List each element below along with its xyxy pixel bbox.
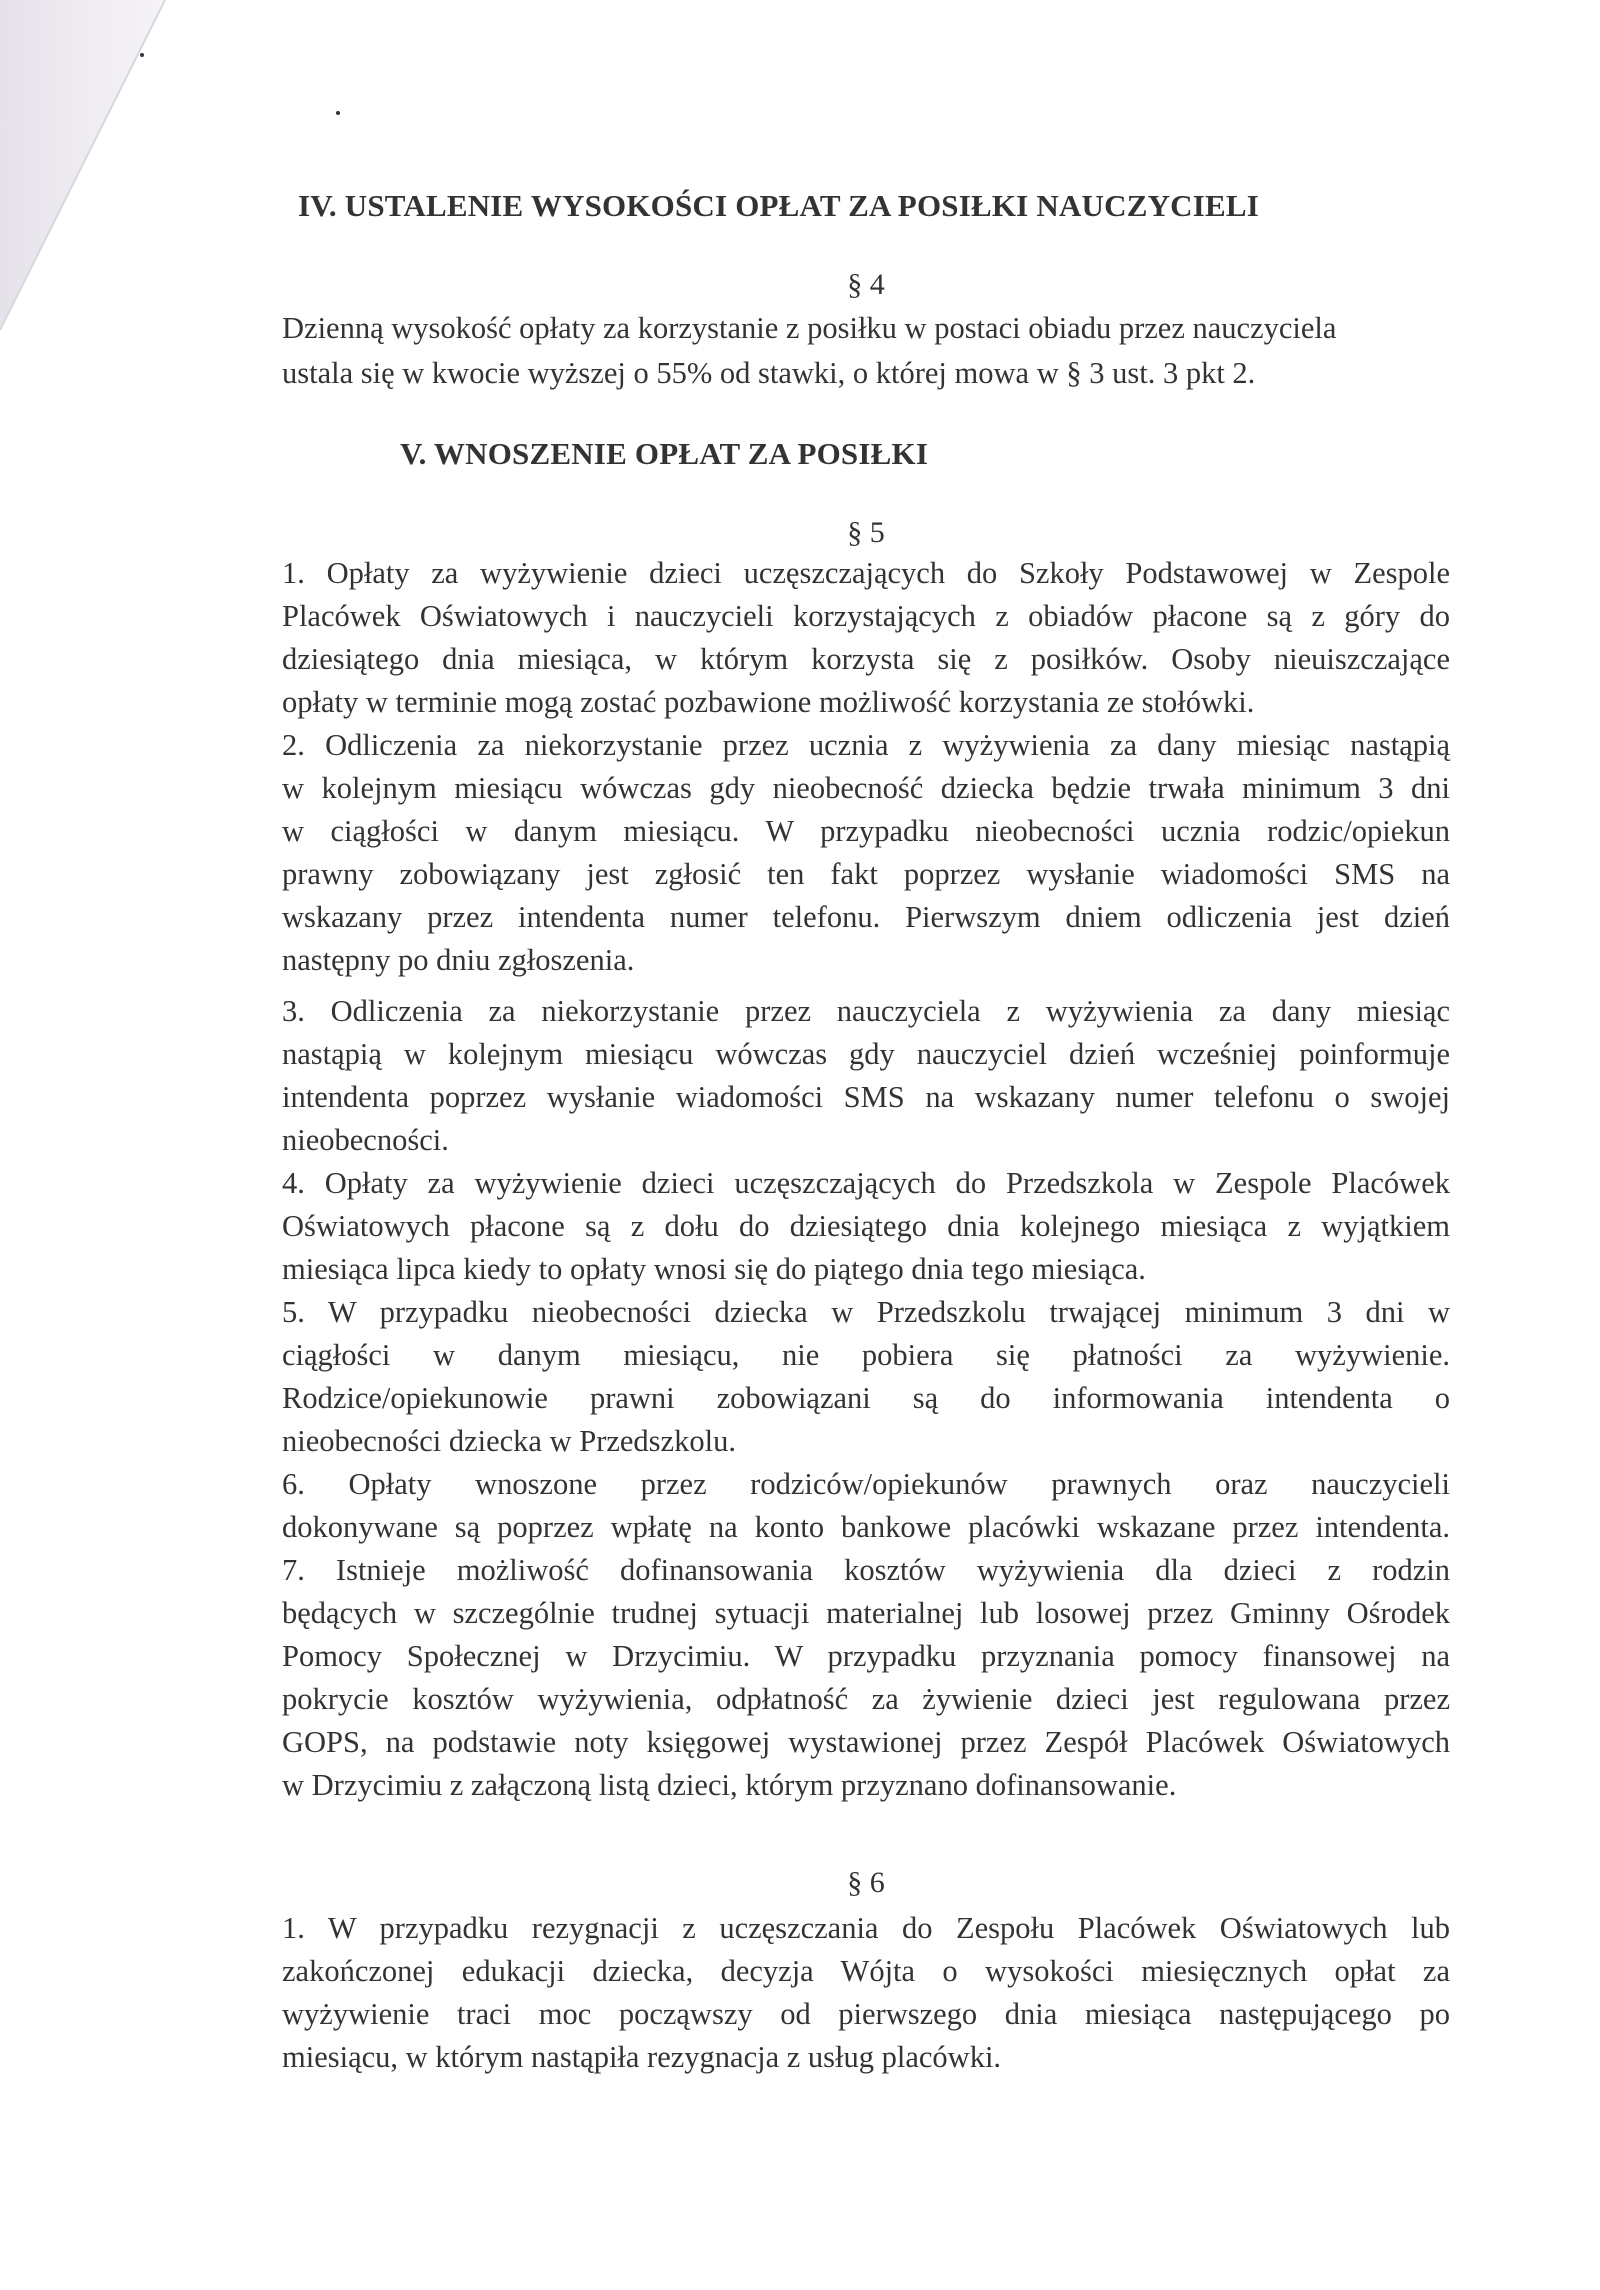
text-line: wyżywienie traci moc począwszy od pierwszego dnia miesiąca następującego po — [282, 1997, 1450, 2031]
text-line: zakończonej edukacji dziecka, decyzja Wójta o wysokości miesięcznych opłat za — [282, 1954, 1450, 1988]
paragraph-sign-4: § 4 — [847, 268, 885, 301]
text-line: 6. Opłaty wnoszone przez rodziców/opiekunów prawnych oraz nauczycieli — [282, 1467, 1450, 1501]
text-line: w Drzycimiu z załączoną listą dzieci, którym przyznano dofinansowanie. — [282, 1768, 1177, 1802]
text-line: dokonywane są poprzez wpłatę na konto bankowe placówki wskazane przez intendenta. — [282, 1510, 1450, 1544]
text-line: następny po dniu zgłoszenia. — [282, 943, 635, 977]
text-line: 1. W przypadku rezygnacji z uczęszczania do Zespołu Placówek Oświatowych lub — [282, 1911, 1450, 1945]
text-line: Placówek Oświatowych i nauczycieli korzystających z obiadów płacone są z góry do — [282, 599, 1450, 633]
paragraph-sign-5: § 5 — [847, 516, 885, 549]
text-line: nieobecności dziecka w Przedszkolu. — [282, 1424, 736, 1458]
text-line: dziesiątego dnia miesiąca, w którym korzysta się z posiłków. Osoby nieuiszczające — [282, 642, 1450, 676]
text-line: Rodzice/opiekunowie prawni zobowiązani są do informowania intendenta o — [282, 1381, 1450, 1415]
text-line: 3. Odliczenia za niekorzystanie przez nauczyciela z wyżywienia za dany miesiąc — [282, 994, 1450, 1028]
text-line: ustala się w kwocie wyższej o 55% od stawki, o której mowa w § 3 ust. 3 pkt 2. — [282, 356, 1256, 390]
text-line: intendenta poprzez wysłanie wiadomości SMS na wskazany numer telefonu o swojej — [282, 1080, 1450, 1114]
text-line: pokrycie kosztów wyżywienia, odpłatność za żywienie dzieci jest regulowana przez — [282, 1682, 1450, 1716]
text-line: w ciągłości w danym miesiącu. W przypadku nieobecności ucznia rodzic/opiekun — [282, 814, 1450, 848]
section-heading-v: V. WNOSZENIE OPŁAT ZA POSIŁKI — [400, 436, 929, 471]
text-line: wskazany przez intendenta numer telefonu. Pierwszym dniem odliczenia jest dzień — [282, 900, 1450, 934]
text-line: GOPS, na podstawie noty księgowej wystawionej przez Zespół Placówek Oświatowych — [282, 1725, 1450, 1759]
text-line: 7. Istnieje możliwość dofinansowania kosztów wyżywienia dla dzieci z rodzin — [282, 1553, 1450, 1587]
text-line: Dzienną wysokość opłaty za korzystanie z posiłku w postaci obiadu przez nauczyciela — [282, 311, 1337, 345]
text-line: Pomocy Społecznej w Drzycimiu. W przypadku przyznania pomocy finansowej na — [282, 1639, 1450, 1673]
text-line: 4. Opłaty za wyżywienie dzieci uczęszczających do Przedszkola w Zespole Placówek — [282, 1166, 1450, 1200]
text-line: ciągłości w danym miesiącu, nie pobiera się płatności za wyżywienie. — [282, 1338, 1450, 1372]
text-line: będących w szczególnie trudnej sytuacji materialnej lub losowej przez Gminny Ośrodek — [282, 1596, 1450, 1630]
text-line: 2. Odliczenia za niekorzystanie przez ucznia z wyżywienia za dany miesiąc nastąpią — [282, 728, 1450, 762]
text-line: 5. W przypadku nieobecności dziecka w Przedszkolu trwającej minimum 3 dni w — [282, 1295, 1450, 1329]
text-line: nieobecności. — [282, 1123, 449, 1157]
section-heading-iv: IV. USTALENIE WYSOKOŚCI OPŁAT ZA POSIŁKI NAUCZYCIELI — [298, 188, 1260, 223]
text-line: w kolejnym miesiącu wówczas gdy nieobecność dziecka będzie trwała minimum 3 dni — [282, 771, 1450, 805]
text-line: Oświatowych płacone są z dołu do dziesiątego dnia kolejnego miesiąca z wyjątkiem — [282, 1209, 1450, 1243]
text-line: 1. Opłaty za wyżywienie dzieci uczęszczających do Szkoły Podstawowej w Zespole — [282, 556, 1450, 590]
text-line: prawny zobowiązany jest zgłosić ten fakt poprzez wysłanie wiadomości SMS na — [282, 857, 1450, 891]
text-line: miesiącu, w którym nastąpiła rezygnacja z usług placówki. — [282, 2040, 1002, 2074]
scan-speck — [336, 111, 340, 115]
paragraph-sign-6: § 6 — [847, 1866, 885, 1899]
text-line: opłaty w terminie mogą zostać pozbawione możliwość korzystania ze stołówki. — [282, 685, 1255, 719]
text-line: miesiąca lipca kiedy to opłaty wnosi się do piątego dnia tego miesiąca. — [282, 1252, 1146, 1286]
text-line: nastąpią w kolejnym miesiącu wówczas gdy nauczyciel dzień wcześniej poinformuje — [282, 1037, 1450, 1071]
scan-speck — [140, 53, 144, 57]
